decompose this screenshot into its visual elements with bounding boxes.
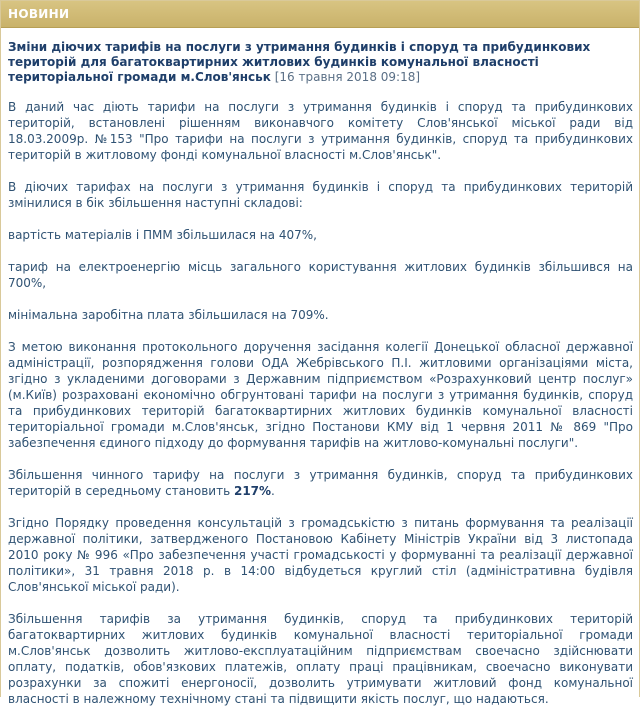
paragraph-4: тариф на електроенергію місць загального користування житлових будинків збільшився на 700%, <box>8 260 633 290</box>
tariff-increase-value: 217% <box>233 484 272 498</box>
paragraph-5: мінімальна заробітна плата збільшилася на 709%. <box>8 308 329 322</box>
paragraph-1: В даний час діють тарифи на послуги з утримання будинків і споруд та прибудинкових територій, встановлені рішенням виконавчого комітету Слов'янської міської ради від 18.03.2009р. №153 "Про тарифи на послуги з утримання будинків, споруд та прибудинкових територій в житловому фонді комунальної власності м.Слов'янськ". <box>8 100 633 162</box>
article-title-link[interactable]: Зміни діючих тарифів на послуги з утримання будинків і споруд та прибудинкових територій для багатоквартирних житлових будинків комунальної власності територіальної громади м.Слов'янськ <box>8 40 591 84</box>
article-title-line <box>8 40 633 85</box>
article-content <box>1 28 639 707</box>
paragraph-3: вартість матеріалів і ПММ збільшилася на 407%, <box>8 228 317 242</box>
paragraph-6: З метою виконання протокольного доручення засідання колегії Донецької обласної державної адміністрації, розпорядження голови ОДА Жебрівського П.І. житловими організаціями міста, згідно з укладеними договорами з Державним підприємством «Розрахунковий центр послуг» (м.Київ) розраховані економічно обгрунтовані тарифи на послуги з утримання будинків, споруд та прибудинкових територій багатоквартирних житлових будинків комунальної власності територіальної громади м.Слов'янськ, згідно Постанови КМУ від 1 червня 2011 № 869 "Про забезпечення єдиного підходу до формування тарифів на житлово-комунальні послуги". <box>8 340 633 450</box>
news-header <box>1 1 639 28</box>
paragraph-7-text: Збільшення чинного тарифу на послуги з утримання будинків, споруд та прибудинкових територій в середньому становить <box>8 468 633 498</box>
paragraph-7-end: . <box>271 484 275 498</box>
paragraph-7 <box>8 467 633 499</box>
article-date: [16 травня 2018 09:18] <box>274 70 421 84</box>
paragraph-9: Збільшення тарифів за утримання будинків, споруд та прибудинкових територій багатоквартирних житлових будинків комунальної власності територіальної громади м.Слов'янськ дозволить житлово-експлуатаційним підприємствам своечасно здійснювати оплату, податків, обов'язкових платежів, оплату праці працівникам, своечасно виконувати розрахунки за спожиті енергоносії, дозволить утримувати житловий фонд комунальної власності в належному технічному стані та підвищити якість послуг, що надаються. <box>8 612 633 706</box>
paragraph-2: В діючих тарифах на послуги з утримання будинків і споруд та прибудинкових територій змінилися в бік збільшення наступні складові: <box>8 180 633 210</box>
news-header-title: НОВИНИ <box>8 7 70 21</box>
paragraph-8: Згідно Порядку проведення консультацій з громадськістю з питань формування та реалізації державної політики, затвердженого Постановою Кабінету Міністрів України від 3 листопада 2010 року № 996 «Про забезпечення участі громадськості у формуванні та реалізації державної політики», 31 травня 2018 р. в 14:00 відбудеться круглий стіл (адміністративна будівля Слов'янської міської ради). <box>8 516 633 594</box>
